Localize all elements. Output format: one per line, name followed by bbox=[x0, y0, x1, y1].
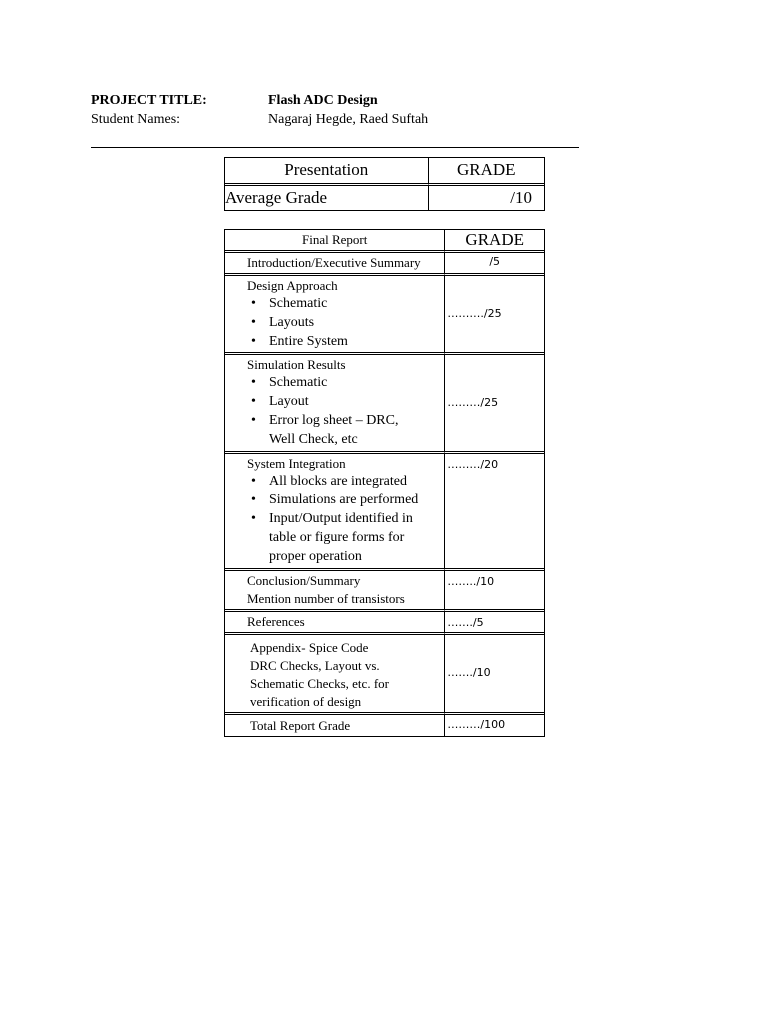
bullet-item: • Entire System bbox=[269, 333, 440, 352]
section-title: System Integration bbox=[247, 455, 346, 471]
appendix-line: Appendix- Spice Code bbox=[250, 639, 369, 655]
bullet-item: • Simulations are performed bbox=[269, 491, 440, 510]
bullet-continuation: proper operation bbox=[269, 548, 362, 564]
student-names-value: Nagaraj Hegde, Raed Suftah bbox=[268, 112, 429, 127]
section-grade: /5 bbox=[445, 253, 544, 276]
section-row-references bbox=[225, 612, 544, 635]
section-grade: ………/20 bbox=[445, 454, 544, 571]
section-grade: ……../10 bbox=[445, 571, 544, 612]
section-row-conclusion bbox=[225, 571, 544, 612]
section-cell bbox=[225, 635, 445, 715]
section-grade: ……./5 bbox=[445, 612, 544, 635]
appendix-line: verification of design bbox=[250, 693, 362, 709]
presentation-grade-header: GRADE bbox=[429, 158, 544, 186]
average-grade-value: /10 bbox=[510, 188, 532, 207]
section-cell bbox=[225, 355, 445, 453]
section-grade: ………/25 bbox=[445, 355, 544, 453]
section-cell bbox=[225, 454, 445, 571]
bullet-list bbox=[247, 374, 440, 449]
section-row-appendix bbox=[225, 635, 544, 715]
presentation-header: Presentation bbox=[225, 158, 429, 186]
section-row-simulation-results bbox=[225, 355, 544, 453]
section-title: Introduction/Executive Summary bbox=[225, 253, 445, 276]
bullet-item: • Schematic bbox=[269, 295, 440, 314]
section-title: References bbox=[225, 612, 445, 635]
bullet-item: • Error log sheet – DRC, bbox=[269, 412, 440, 431]
appendix-line: Schematic Checks, etc. for bbox=[250, 675, 389, 691]
section-cell bbox=[225, 571, 445, 612]
section-grade: ………/100 bbox=[447, 718, 506, 732]
section-title: Total Report Grade bbox=[225, 715, 445, 736]
student-names-label: Student Names: bbox=[91, 112, 181, 127]
section-row-total bbox=[225, 715, 544, 736]
bullet-list bbox=[247, 473, 440, 567]
bullet-item: • Layouts bbox=[269, 314, 440, 333]
bullet-continuation: Well Check, etc bbox=[269, 431, 358, 447]
project-title-label: PROJECT TITLE: bbox=[91, 93, 207, 108]
project-title-value: Flash ADC Design bbox=[268, 93, 378, 108]
bullet-item: • Schematic bbox=[269, 374, 440, 393]
section-row-system-integration bbox=[225, 454, 544, 571]
bullet-continuation: table or figure forms for bbox=[269, 529, 405, 545]
appendix-line: DRC Checks, Layout vs. bbox=[250, 657, 380, 673]
bullet-item: • All blocks are integrated bbox=[269, 473, 440, 492]
presentation-table bbox=[224, 157, 545, 211]
final-report-grade-header: GRADE bbox=[445, 230, 544, 253]
presentation-header-row bbox=[225, 158, 544, 186]
bullet-item: • Input/Output identified in bbox=[269, 510, 440, 529]
average-grade-label: Average Grade bbox=[225, 186, 429, 210]
section-title: Design Approach bbox=[247, 278, 338, 293]
section-cell bbox=[225, 276, 445, 355]
header-divider bbox=[91, 147, 579, 148]
average-grade-row bbox=[225, 186, 544, 210]
bullet-list bbox=[247, 295, 440, 351]
section-title: Conclusion/Summary bbox=[247, 572, 361, 588]
section-title: Simulation Results bbox=[247, 357, 346, 373]
section-subtitle: Mention number of transistors bbox=[247, 590, 405, 606]
bullet-item: • Layout bbox=[269, 393, 440, 412]
section-grade: ………./25 bbox=[445, 276, 544, 355]
section-row-design-approach bbox=[225, 276, 544, 355]
final-report-header-row bbox=[225, 230, 544, 253]
section-row-introduction bbox=[225, 253, 544, 276]
final-report-table bbox=[224, 229, 545, 737]
section-grade: ……./10 bbox=[445, 635, 544, 715]
final-report-header: Final Report bbox=[225, 230, 445, 253]
